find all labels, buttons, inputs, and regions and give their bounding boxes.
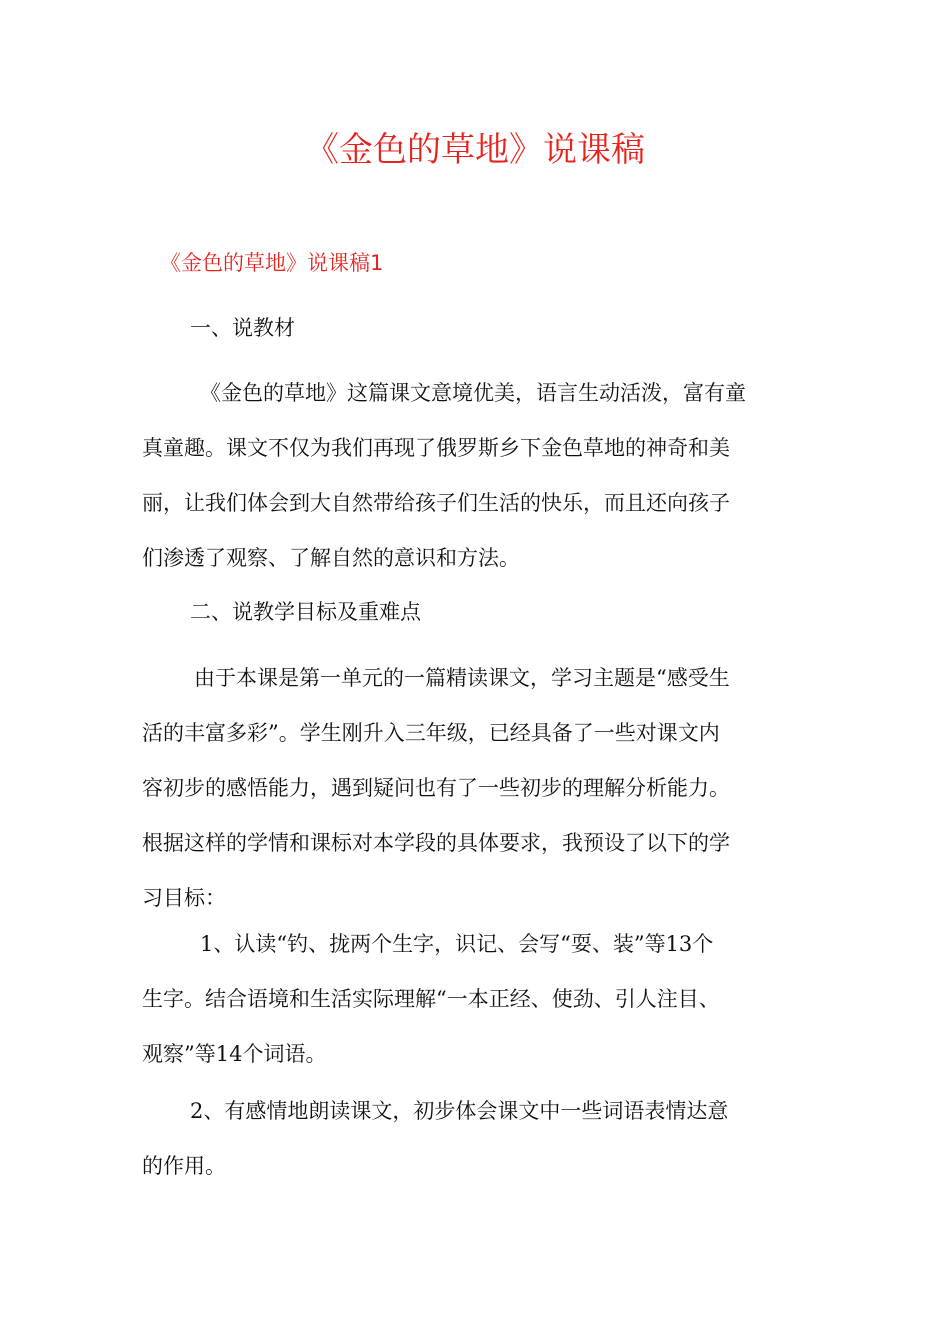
paragraph-line: 们渗透了观察、了解自然的意识和方法。 — [142, 546, 520, 570]
paragraph-line: 丽，让我们体会到大自然带给孩子们生活的快乐，而且还向孩子 — [142, 491, 730, 515]
section-heading-textbook: 一、说教材 — [190, 316, 295, 340]
paragraph-line: 生字。结合语境和生活实际理解“一本正经、使劲、引人注目、 — [142, 987, 720, 1011]
paragraph-line: 活的丰富多彩”。学生刚升入三年级，已经具备了一些对课文内 — [142, 721, 720, 745]
paragraph-line: 容初步的感悟能力，遇到疑问也有了一些初步的理解分析能力。 — [142, 776, 730, 800]
paragraph-line: 习目标： — [142, 886, 226, 910]
paragraph-line: 由于本课是第一单元的一篇精读课文，学习主题是“感受生 — [194, 666, 730, 690]
document-title: 《金色的草地》说课稿 — [305, 130, 645, 170]
paragraph-goals — [142, 651, 810, 926]
paragraph-goal-1 — [142, 917, 810, 1082]
document-subtitle: 《金色的草地》说课稿1 — [160, 251, 384, 275]
paragraph-textbook — [142, 366, 810, 586]
paragraph-line: 观察”等14个词语。 — [142, 1042, 327, 1066]
paragraph-line: 2、有感情地朗读课文，初步体会课文中一些词语表情达意 — [190, 1099, 729, 1123]
section-heading-goals: 二、说教学目标及重难点 — [190, 600, 421, 624]
paragraph-goal-2 — [142, 1084, 810, 1194]
paragraph-line: 根据这样的学情和课标对本学段的具体要求，我预设了以下的学 — [142, 831, 730, 855]
paragraph-line: 的作用。 — [142, 1154, 226, 1178]
paragraph-line: 《金色的草地》这篇课文意境优美，语言生动活泼，富有童 — [200, 381, 746, 405]
paragraph-line: 真童趣。课文不仅为我们再现了俄罗斯乡下金色草地的神奇和美 — [142, 436, 730, 460]
paragraph-line: 1、认读“钓、拢两个生字，识记、会写“耍、装”等13个 — [200, 932, 714, 956]
